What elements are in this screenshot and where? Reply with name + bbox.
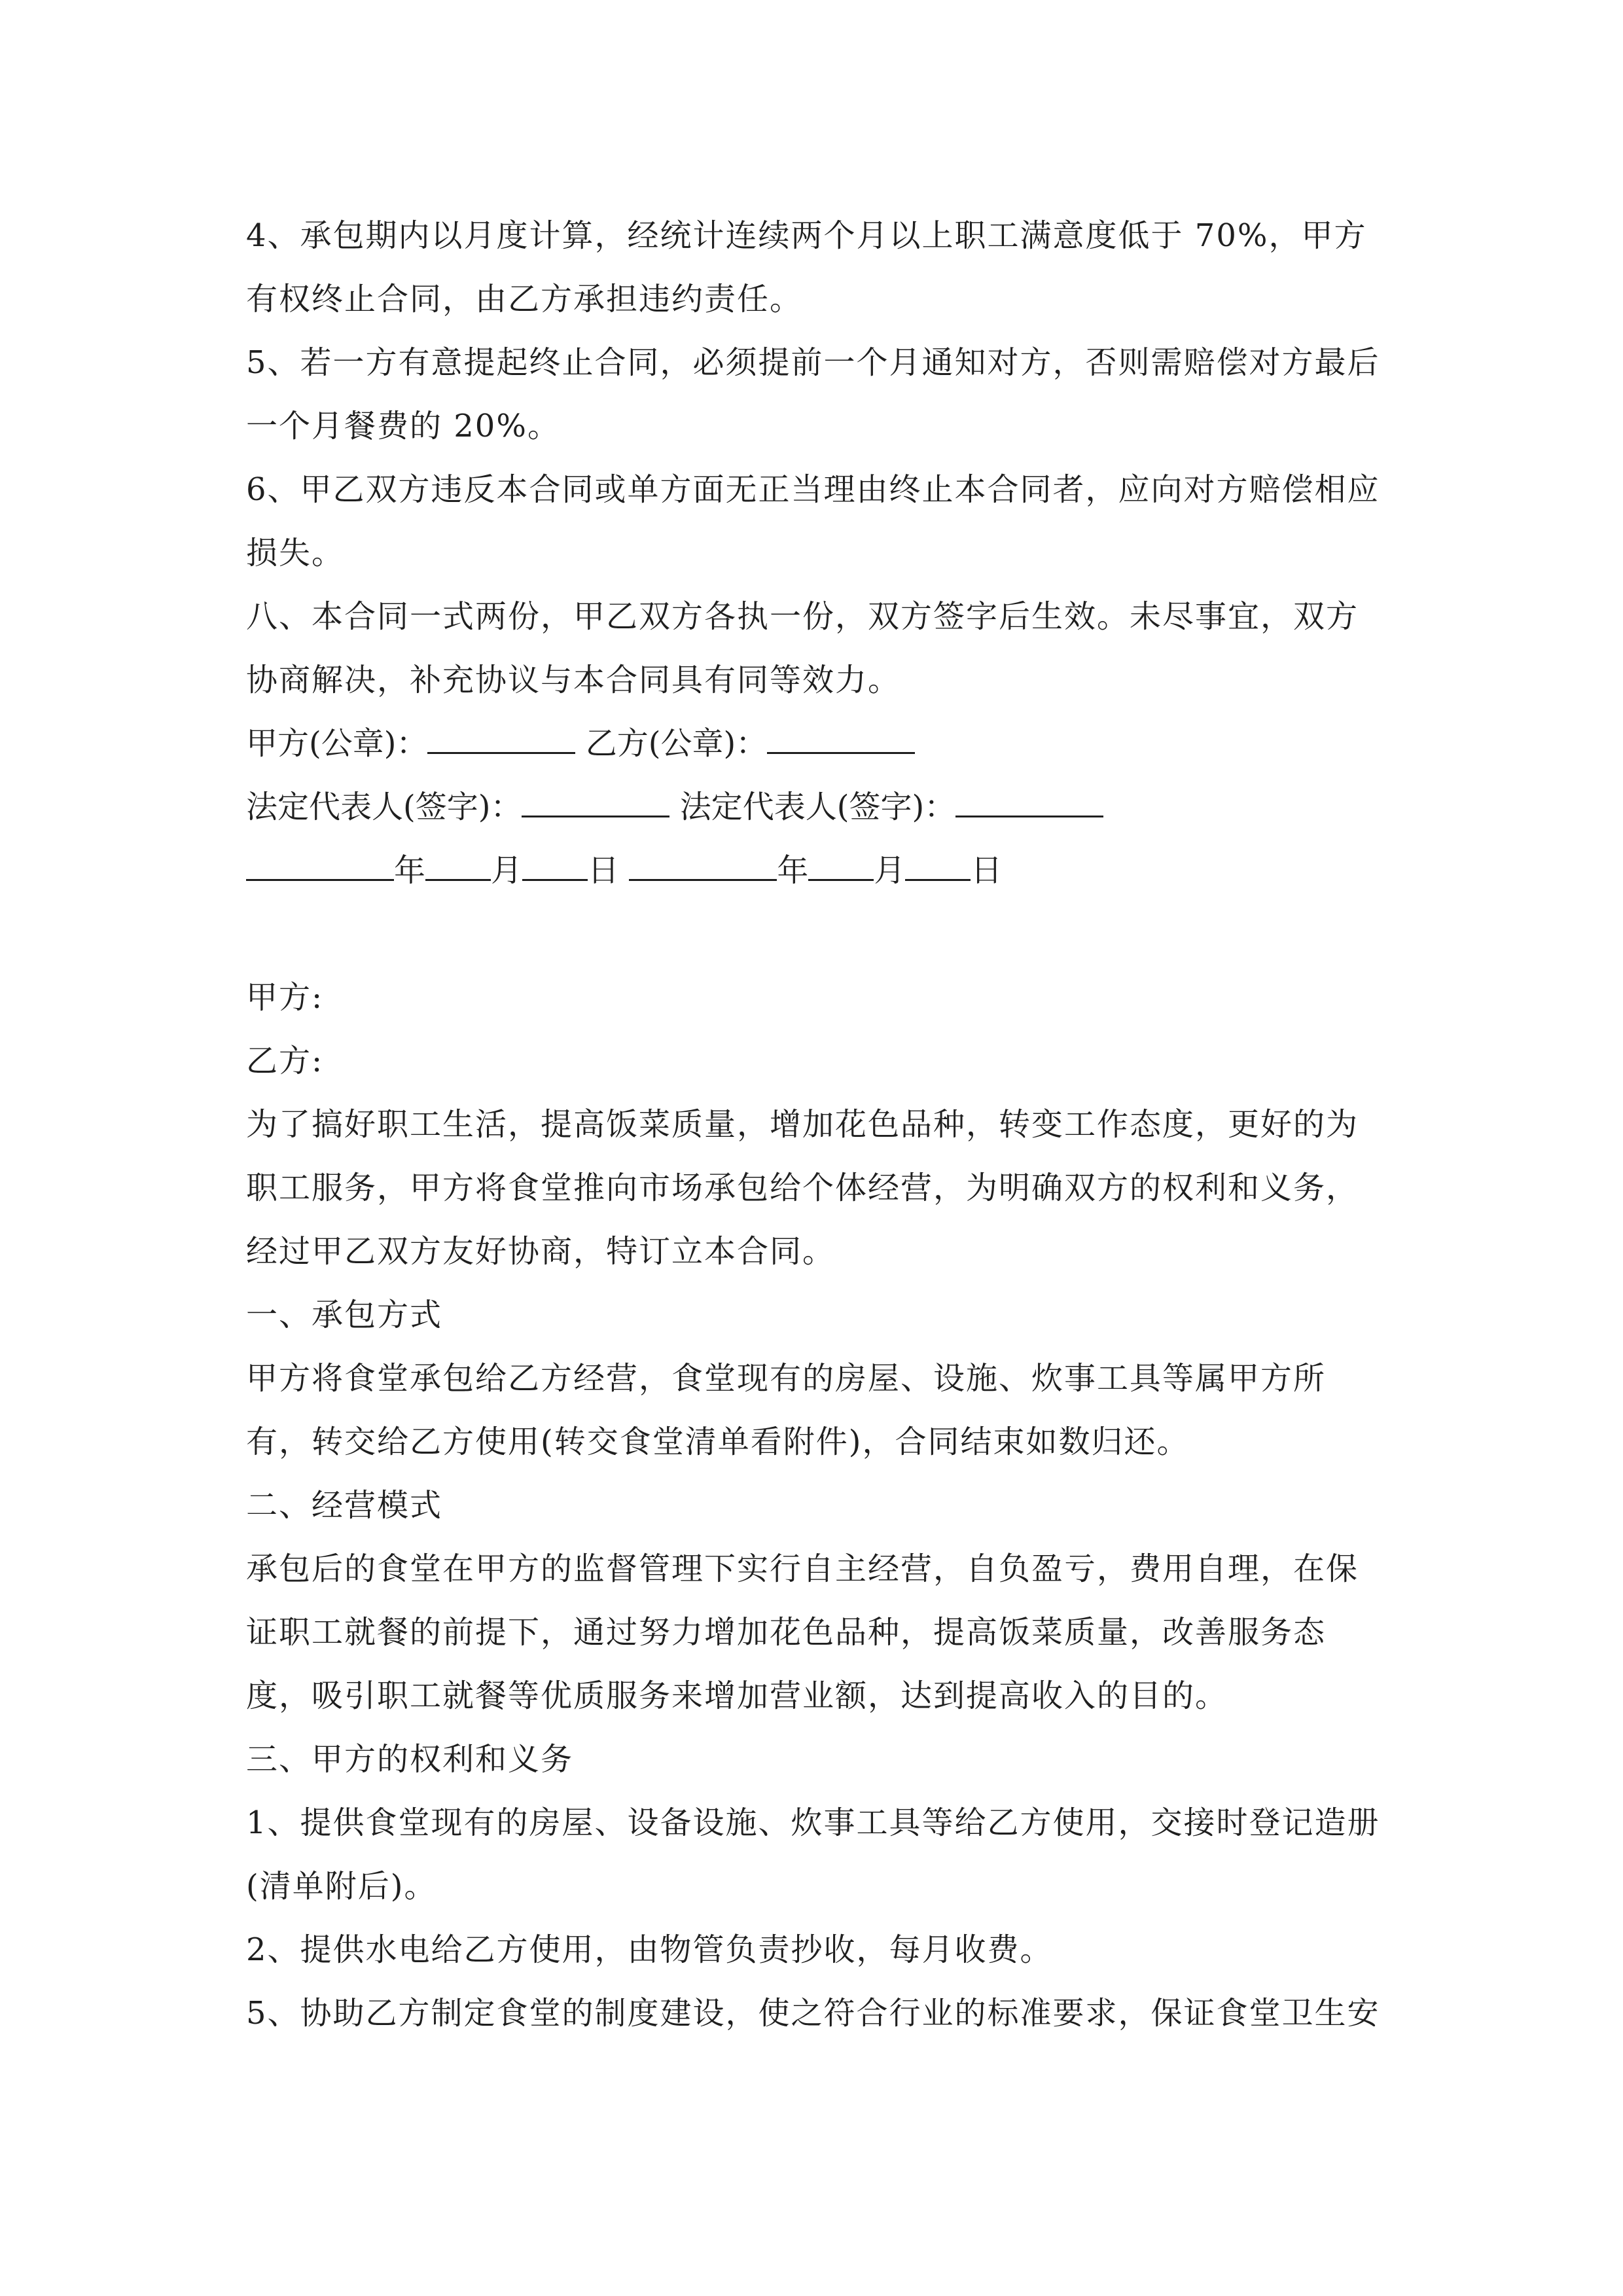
- rep-b-blank: [955, 781, 1103, 817]
- seal-line: [246, 712, 1385, 776]
- clause-6: 6、甲乙双方违反本合同或单方面无正当理由终止本合同者，应向对方赔偿相应损失。: [246, 471, 1380, 571]
- section-1-body: 甲方将食堂承包给乙方经营，食堂现有的房屋、设施、炊事工具等属甲方所有，转交给乙方使用(转交食堂清单看附件)，合同结束如数归还。: [246, 1360, 1327, 1460]
- section-3-item-5: 5、协助乙方制定食堂的制度建设，使之符合行业的标准要求，保证食堂卫生安: [246, 1995, 1380, 2032]
- month-b-label: 月: [874, 852, 906, 889]
- preamble: 为了搞好职工生活，提高饭菜质量，增加花色品种，转变工作态度，更好的为职工服务，甲方将食堂推向市场承包给个体经营，为明确双方的权利和义务，经过甲乙双方友好协商，特订立本合同。: [246, 1106, 1359, 1270]
- party-b-seal-blank: [767, 718, 915, 754]
- clause-5: 5、若一方有意提起终止合同，必须提前一个月通知对方，否则需赔偿对方最后一个月餐费的 20%。: [246, 344, 1380, 444]
- party-b-line: 乙方:: [246, 1043, 324, 1079]
- month-a-label: 月: [491, 852, 523, 889]
- day-a-blank: [522, 845, 588, 881]
- month-a-blank: [425, 845, 491, 881]
- year-b-label: 年: [777, 852, 809, 889]
- party-a-seal-blank: [427, 718, 575, 754]
- section-gap: [246, 903, 1385, 966]
- document-body: [246, 204, 1385, 2045]
- day-b-label: 日: [971, 852, 1003, 889]
- section-1-title: 一、承包方式: [246, 1297, 443, 1333]
- clause-8: 八、本合同一式两份，甲乙双方各执一份，双方签字后生效。未尽事宜，双方协商解决，补充协议与本合同具有同等效力。: [246, 598, 1359, 698]
- date-line: [246, 839, 1385, 903]
- year-a-label: 年: [394, 852, 426, 889]
- section-3-item-1: 1、提供食堂现有的房屋、设备设施、炊事工具等给乙方使用，交接时登记造册(清单附后)。: [246, 1804, 1380, 1905]
- year-b-blank: [629, 845, 777, 881]
- rep-a-blank: [522, 781, 669, 817]
- year-a-blank: [246, 845, 394, 881]
- section-3-item-2: 2、提供水电给乙方使用，由物管负责抄收，每月收费。: [246, 1931, 1053, 1968]
- party-b-seal-label: 乙方(公章)：: [585, 725, 768, 762]
- rep-b-label: 法定代表人(签字)：: [679, 789, 956, 825]
- clause-4: 4、承包期内以月度计算，经统计连续两个月以上职工满意度低于 70%，甲方有权终止合同，由乙方承担违约责任。: [246, 217, 1367, 317]
- party-a-seal-label: 甲方(公章)：: [246, 725, 428, 762]
- day-b-blank: [905, 845, 971, 881]
- party-a-line: 甲方:: [246, 979, 324, 1016]
- month-b-blank: [808, 845, 874, 881]
- rep-a-label: 法定代表人(签字)：: [246, 789, 522, 825]
- representative-line: [246, 776, 1385, 839]
- section-2-body: 承包后的食堂在甲方的监督管理下实行自主经营，自负盈亏，费用自理，在保证职工就餐的前提下，通过努力增加花色品种，提高饭菜质量，改善服务态度，吸引职工就餐等优质服务来增加营业额，达到提高收入的目的。: [246, 1551, 1359, 1714]
- section-2-title: 二、经营模式: [246, 1487, 443, 1524]
- day-a-label: 日: [588, 852, 620, 889]
- section-3-title: 三、甲方的权利和义务: [246, 1741, 574, 1778]
